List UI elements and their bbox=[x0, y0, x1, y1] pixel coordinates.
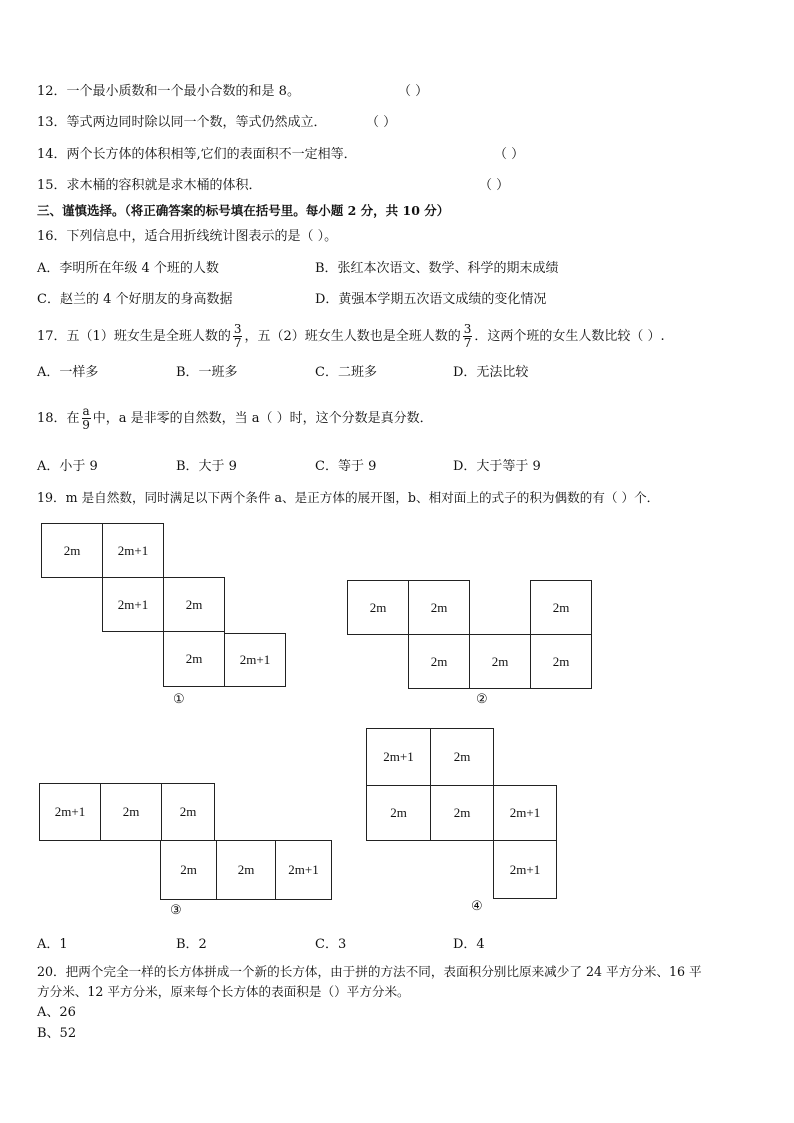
q17-option-a[interactable]: A．一样多 bbox=[37, 365, 99, 380]
q19-option-b[interactable]: B．2 bbox=[176, 937, 207, 952]
net-face: 2m bbox=[430, 728, 494, 786]
net-face: 2m bbox=[408, 634, 470, 689]
net-face: 2m bbox=[163, 631, 225, 687]
net-face: 2m bbox=[160, 840, 217, 900]
q18-option-d[interactable]: D．大于等于 9 bbox=[453, 459, 541, 474]
q18-option-a[interactable]: A．小于 9 bbox=[37, 459, 98, 474]
net-face: 2m bbox=[347, 580, 409, 635]
q19-option-d[interactable]: D．4 bbox=[453, 937, 485, 952]
figure-label-2: ② bbox=[476, 692, 488, 707]
q16-option-a[interactable]: A．李明所在年级 4 个班的人数 bbox=[37, 261, 219, 276]
q18-option-c[interactable]: C．等于 9 bbox=[315, 459, 377, 474]
question-17-stem: 17．五（1）班女生是全班人数的 $\frac{3}{7}$ ，五（2）班女生人数也是全班人数的 $\frac{3}{7}$ ．这两个班的女生人数比较（ ）. bbox=[37, 322, 665, 350]
answer-blank-14[interactable]: （ ） bbox=[494, 147, 525, 162]
q17-option-d[interactable]: D．无法比较 bbox=[453, 365, 529, 380]
figure-label-4: ④ bbox=[471, 899, 483, 914]
net-face: 2m bbox=[530, 634, 592, 689]
question-20-line-2: 方分米、12 平方分米，原来每个长方体的表面积是（）平方分米。 bbox=[37, 984, 410, 999]
question-16-stem: 16．下列信息中，适合用折线统计图表示的是（ ）。 bbox=[37, 229, 338, 244]
net-face: 2m bbox=[408, 580, 470, 635]
q17-option-c[interactable]: C．二班多 bbox=[315, 365, 377, 380]
net-face: 2m+1 bbox=[493, 785, 557, 841]
q16-option-d[interactable]: D．黄强本学期五次语文成绩的变化情况 bbox=[315, 292, 547, 307]
net-face: 2m+1 bbox=[102, 577, 164, 632]
answer-blank-12[interactable]: （ ） bbox=[398, 84, 429, 99]
question-19-stem: 19．m 是自然数，同时满足以下两个条件 a、是正方体的展开图，b、相对面上的式子的积为偶数的有（ ）个． bbox=[37, 490, 660, 505]
answer-blank-15[interactable]: （ ） bbox=[479, 178, 510, 193]
net-face: 2m bbox=[530, 580, 592, 635]
question-12: 12．一个最小质数和一个最小合数的和是 8。 bbox=[37, 84, 300, 99]
figure-label-1: ① bbox=[173, 692, 185, 707]
net-face: 2m+1 bbox=[366, 728, 431, 786]
answer-blank-13[interactable]: （ ） bbox=[366, 115, 397, 130]
question-20-line-1: 20．把两个完全一样的长方体拼成一个新的长方体，由于拼的方法不同，表面积分别比原来减少了 24 平方分米、16 平 bbox=[37, 964, 702, 979]
q16-option-b[interactable]: B．张红本次语文、数学、科学的期末成绩 bbox=[315, 261, 559, 276]
net-face: 2m bbox=[41, 523, 103, 578]
question-14: 14．两个长方体的体积相等,它们的表面积不一定相等． bbox=[37, 147, 357, 162]
fraction-3-7: $\frac{3}{7}$ bbox=[233, 322, 242, 350]
question-18-stem: 18．在 $\frac{a}{9}$ 中，a 是非零的自然数，当 a（ ）时，这个分数是真分数． bbox=[37, 404, 433, 432]
net-face: 2m bbox=[161, 783, 215, 841]
net-face: 2m bbox=[216, 840, 276, 900]
q20-option-a[interactable]: A、26 bbox=[37, 1005, 76, 1020]
q16-option-c[interactable]: C．赵兰的 4 个好朋友的身高数据 bbox=[37, 292, 233, 307]
section-heading: 三、谨慎选择。（将正确答案的标号填在括号里。每小题 2 分，共 10 分） bbox=[37, 203, 450, 218]
q18-option-b[interactable]: B．大于 9 bbox=[176, 459, 237, 474]
q20-option-b[interactable]: B、52 bbox=[37, 1026, 77, 1041]
fraction-3-7: $\frac{3}{7}$ bbox=[463, 322, 472, 350]
q19-option-a[interactable]: A．1 bbox=[37, 937, 68, 952]
figure-label-3: ③ bbox=[170, 903, 182, 918]
net-face: 2m bbox=[366, 785, 431, 841]
net-face: 2m bbox=[469, 634, 531, 689]
question-13: 13．等式两边同时除以同一个数，等式仍然成立． bbox=[37, 115, 327, 130]
fraction-a-9: $\frac{a}{9}$ bbox=[82, 404, 90, 432]
net-face: 2m+1 bbox=[224, 633, 286, 687]
net-face: 2m+1 bbox=[275, 840, 332, 900]
net-face: 2m bbox=[163, 577, 225, 632]
question-15: 15．求木桶的容积就是求木桶的体积． bbox=[37, 178, 262, 193]
net-face: 2m+1 bbox=[102, 523, 164, 578]
net-face: 2m bbox=[100, 783, 162, 841]
q17-option-b[interactable]: B．一班多 bbox=[176, 365, 238, 380]
net-face: 2m bbox=[430, 785, 494, 841]
net-face: 2m+1 bbox=[39, 783, 101, 841]
q19-option-c[interactable]: C．3 bbox=[315, 937, 347, 952]
net-face: 2m+1 bbox=[493, 840, 557, 899]
